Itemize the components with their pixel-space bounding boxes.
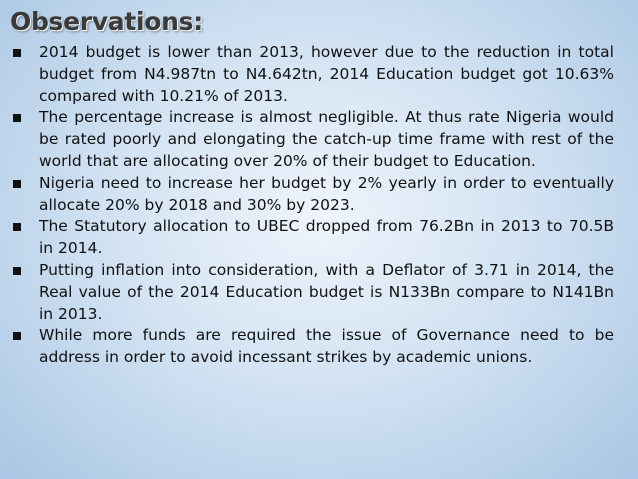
bullet-item	[10, 173, 614, 217]
bullet-text: The percentage increase is almost negligible. At thus rate Nigeria would be rated poorly and elongating the catch-up time frame with rest of the world that are allocating over 20% of their budget to Education.	[39, 108, 614, 170]
bullet-list	[10, 42, 614, 369]
square-bullet-icon	[13, 223, 21, 231]
square-bullet-icon	[13, 114, 21, 122]
bullet-item	[10, 260, 614, 325]
bullet-text: While more funds are required the issue of Governance need to be address in order to avoid incessant strikes by academic unions.	[39, 326, 614, 367]
bullet-text: Putting inflation into consideration, with a Deflator of 3.71 in 2014, the Real value of the 2014 Education budget is N133Bn compare to N141Bn in 2013.	[39, 260, 614, 323]
bullet-text: 2014 budget is lower than 2013, however due to the reduction in total budget from N4.987tn to N4.642tn, 2014 Education budget got 10.63% compared with 10.21% of 2013.	[39, 43, 614, 105]
square-bullet-icon	[13, 180, 21, 188]
bullet-item	[10, 107, 614, 172]
square-bullet-icon	[13, 267, 21, 275]
bullet-text: Nigeria need to increase her budget by 2% yearly in order to eventually allocate 20% by 2018 and 30% by 2023.	[39, 173, 614, 214]
bullet-text: The Statutory allocation to UBEC dropped from 76.2Bn in 2013 to 70.5B in 2014.	[39, 217, 614, 258]
bullet-item	[10, 42, 614, 107]
bullet-item	[10, 325, 614, 369]
slide-title: Observations:	[10, 7, 203, 36]
bullet-item	[10, 216, 614, 260]
square-bullet-icon	[13, 332, 21, 340]
square-bullet-icon	[13, 49, 21, 57]
